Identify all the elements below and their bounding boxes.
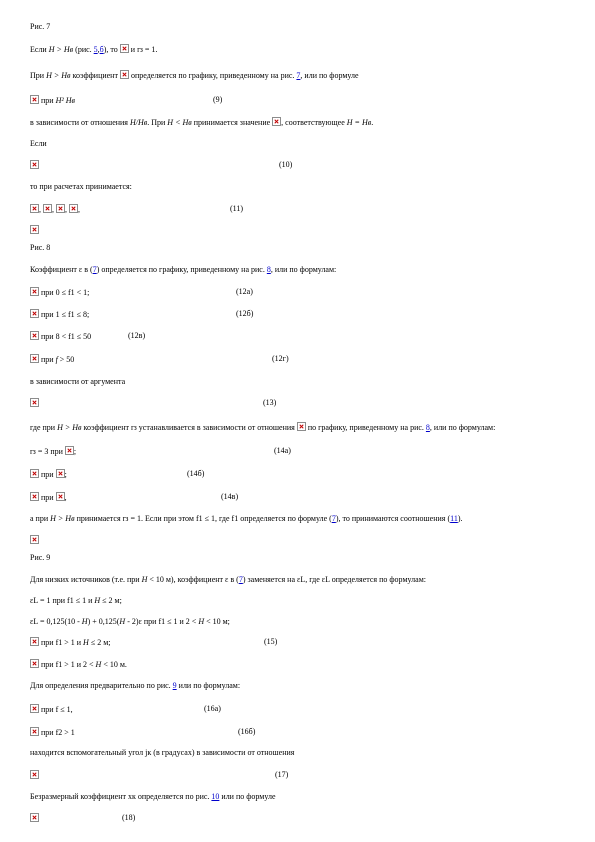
broken-image-icon <box>65 446 77 456</box>
broken-image-icon <box>30 704 39 713</box>
text-line-l-k-graph7 <box>30 70 359 80</box>
text-run: , <box>52 205 56 214</box>
equation-number: (10) <box>279 160 293 169</box>
math-variable: H <box>95 660 102 669</box>
text-run: < 10 м. <box>101 660 127 669</box>
text-run: , или по формулам: <box>429 423 496 432</box>
text-run: ) определяется по графику, приведенному на рис. <box>96 265 267 274</box>
text-run: ≤ 2 м; <box>88 638 111 647</box>
text-line-fig9 <box>30 553 50 563</box>
equation-number: (14а) <box>274 446 291 455</box>
text-run: - 2)ε при f1 ≤ 1 и 2 < <box>125 617 199 626</box>
text-run: (рис. <box>73 45 94 54</box>
math-variable: H <box>94 596 101 605</box>
text-line-l-dimless <box>30 792 276 802</box>
equation-number: (15) <box>264 637 278 646</box>
broken-image-icon <box>30 204 39 213</box>
equation-number: (12г) <box>272 354 289 363</box>
text-line-l-eq15 <box>30 637 111 647</box>
text-line-l-epsl-2 <box>30 617 230 627</box>
text-run: или по формулам: <box>176 681 241 690</box>
text-run: > 50 <box>57 355 75 364</box>
text-line-l-k-graph8 <box>30 265 336 275</box>
equation-number: (16б) <box>238 727 256 736</box>
reference-link[interactable]: 8 <box>266 265 271 274</box>
text-run: или по формуле <box>219 792 276 801</box>
reference-link[interactable]: 7 <box>238 575 243 584</box>
text-run: находится вспомогательный угол jк (в градусах) в зависимости от отношения <box>30 748 295 757</box>
text-line-l-eq12g <box>30 354 74 364</box>
text-run: при 8 < f1 ≤ 50 <box>39 332 92 341</box>
broken-image-icon <box>56 492 65 501</box>
text-run: при <box>39 96 56 105</box>
text-line-l-eq12a <box>30 287 89 297</box>
text-run: ), то <box>103 45 120 54</box>
text-line-l-esli <box>30 139 47 149</box>
text-line-fig8 <box>30 243 50 253</box>
math-variable: H = Hв <box>346 118 372 127</box>
text-run: а при <box>30 514 51 523</box>
text-line-l-dep-ratio <box>30 117 373 127</box>
text-run: Безразмерный коэффициент xк определяется по рис. <box>30 792 212 801</box>
text-run: при <box>39 493 56 502</box>
text-line-l-eq10 <box>30 160 39 170</box>
text-run: коэффициент rз устанавливается в зависимости от отношения <box>81 423 297 432</box>
math-variable: H² Hв <box>55 96 75 105</box>
text-line-l-eq16b <box>30 727 75 737</box>
broken-image-icon <box>56 469 65 478</box>
math-variable: H <box>198 617 205 626</box>
broken-image-icon <box>43 204 52 213</box>
equation-number: (18) <box>122 813 136 822</box>
text-run: , <box>64 493 67 502</box>
reference-link[interactable]: 7 <box>296 71 301 80</box>
text-run: Рис. 7 <box>30 22 51 31</box>
broken-image-icon <box>30 727 39 736</box>
text-run: , или по формулам: <box>270 265 337 274</box>
text-run: при f1 > 1 и 2 < <box>39 660 96 669</box>
equation-number: (12в) <box>128 331 146 340</box>
text-run: Для низких источников (т.е. при <box>30 575 142 584</box>
text-run: принимается rз = 1. Если при этом f1 ≤ 1, где f1 определяется по формуле ( <box>74 514 332 523</box>
reference-link[interactable]: 11 <box>450 514 458 523</box>
broken-image-icon <box>272 117 281 126</box>
text-run: ≤ 2 м; <box>100 596 122 605</box>
text-line-l-eq17 <box>30 770 39 780</box>
text-run: при 1 ≤ f1 ≤ 8; <box>39 310 90 319</box>
text-run: при <box>39 355 56 364</box>
text-run: При <box>30 71 47 80</box>
text-run: ; <box>64 470 67 479</box>
text-line-l-rz-one <box>30 514 463 524</box>
text-run: Рис. 9 <box>30 553 51 562</box>
math-variable: H <box>141 575 148 584</box>
text-line-l-eq14v <box>30 492 67 502</box>
broken-image-icon <box>30 813 39 822</box>
broken-image-icon <box>30 535 39 544</box>
broken-image-icon <box>30 398 39 407</box>
text-run: Если <box>30 45 49 54</box>
broken-image-icon <box>30 225 39 234</box>
math-variable: H <box>119 617 126 626</box>
text-line-l-if-h-hv <box>30 44 157 54</box>
text-line-l-eq15b <box>30 659 127 669</box>
broken-image-icon <box>30 492 39 501</box>
text-line-l-img-a <box>30 225 39 235</box>
broken-image-icon <box>30 287 39 296</box>
text-run: εL = 0,125(10 - <box>30 617 82 626</box>
text-run: в зависимости от аргумента <box>30 377 126 386</box>
text-run: . <box>371 118 374 127</box>
text-run: принимается значение <box>191 118 273 127</box>
text-line-l-img-b <box>30 535 39 545</box>
text-run: , <box>65 205 69 214</box>
text-run: , соответствующее <box>281 118 347 127</box>
math-variable: H > Hв <box>57 423 82 432</box>
text-run: коэффициент <box>70 71 120 80</box>
equation-number: (11) <box>230 204 244 213</box>
text-run: ). <box>457 514 463 523</box>
text-line-l-angle <box>30 748 294 758</box>
broken-image-icon <box>30 770 39 779</box>
equation-number: (16а) <box>204 704 221 713</box>
text-run: определяется по графику, приведенному на рис. <box>128 71 297 80</box>
math-variable: H < Hв <box>167 118 192 127</box>
text-run: rз = 3 при <box>30 447 65 456</box>
equation-number: (12б) <box>236 309 254 318</box>
text-line-l-eq12b <box>30 309 89 319</box>
text-run: при 0 ≤ f1 < 1; <box>39 288 90 297</box>
broken-image-icon <box>120 70 129 79</box>
text-run: Рис. 8 <box>30 243 51 252</box>
text-line-l-epsl-1 <box>30 596 122 606</box>
broken-image-icon <box>30 309 39 318</box>
equation-number: (9) <box>213 95 223 104</box>
text-run: , <box>39 205 43 214</box>
math-variable: H > Hв <box>46 71 71 80</box>
broken-image-icon <box>30 95 39 104</box>
broken-image-icon <box>297 422 306 431</box>
broken-image-icon <box>69 204 78 213</box>
text-line-l-eq11 <box>30 204 80 214</box>
broken-image-icon <box>30 659 39 668</box>
equation-number: (14в) <box>221 492 239 501</box>
text-run: при <box>39 470 56 479</box>
reference-link[interactable]: 7 <box>331 514 336 523</box>
broken-image-icon <box>30 160 39 169</box>
text-line-l-eq14a <box>30 446 76 456</box>
text-run: то при расчетах принимается: <box>30 182 132 191</box>
text-run: , или по формуле <box>300 71 359 80</box>
reference-link[interactable]: 8 <box>425 423 430 432</box>
equation-number: (14б) <box>187 469 205 478</box>
text-run: Если <box>30 139 47 148</box>
text-run: и rз = 1. <box>128 45 158 54</box>
reference-link[interactable]: 10 <box>211 792 220 801</box>
text-run: Коэффициент ε в ( <box>30 265 93 274</box>
text-run: εL = 1 при f1 ≤ 1 и <box>30 596 95 605</box>
text-line-l-eq12v <box>30 331 91 341</box>
broken-image-icon <box>30 331 39 340</box>
text-line-l-eq18 <box>30 813 39 823</box>
equation-number: (17) <box>275 770 289 779</box>
math-variable: H/Hв <box>129 118 148 127</box>
broken-image-icon <box>30 469 39 478</box>
text-run: ; <box>73 447 77 456</box>
text-run: ) заменяется на εL, где εL определяется по формулам: <box>242 575 426 584</box>
math-variable: H > Hв <box>48 45 74 54</box>
text-line-l-arg <box>30 377 125 387</box>
text-line-l-pri-raschetah <box>30 182 132 192</box>
equation-number: (13) <box>263 398 277 407</box>
text-run: при f2 > 1 <box>39 728 75 737</box>
text-line-l-prelim <box>30 681 240 691</box>
broken-image-icon <box>30 354 39 363</box>
text-line-l-eq16a <box>30 704 73 714</box>
math-variable: H <box>83 638 89 647</box>
reference-link[interactable]: 5 <box>93 45 98 54</box>
broken-image-icon <box>120 44 129 53</box>
equation-number: (12а) <box>236 287 253 296</box>
math-variable: f <box>55 355 58 364</box>
text-run: . При <box>147 118 168 127</box>
text-line-fig7 <box>30 22 50 32</box>
reference-link[interactable]: 9 <box>172 681 177 690</box>
reference-link[interactable]: 7 <box>92 265 97 274</box>
text-run: , <box>97 45 100 54</box>
text-run: в зависимости от отношения <box>30 118 130 127</box>
text-run: при f ≤ 1, <box>39 705 73 714</box>
broken-image-icon <box>30 637 39 646</box>
text-run: ), то принимаются соотношения ( <box>335 514 451 523</box>
text-run: при f1 > 1 и <box>39 638 84 647</box>
text-run: < 10 м; <box>204 617 230 626</box>
text-line-l-low-sources <box>30 575 426 585</box>
math-variable: H <box>81 617 88 626</box>
text-line-l-eq9 <box>30 95 75 105</box>
text-line-l-eq13 <box>30 398 39 408</box>
reference-link[interactable]: б <box>99 45 104 54</box>
text-run: Для определения предварительно по рис. <box>30 681 173 690</box>
math-variable: H > Hв <box>50 514 75 523</box>
text-line-l-eq14b <box>30 469 67 479</box>
text-run: < 10 м), коэффициент ε в ( <box>147 575 239 584</box>
text-run: , <box>78 205 80 214</box>
text-run: по графику, приведенному на рис. <box>305 423 426 432</box>
text-run: где при <box>30 423 58 432</box>
text-line-l-rz-graph8 <box>30 422 495 432</box>
text-run: ) + 0,125( <box>87 617 120 626</box>
broken-image-icon <box>56 204 65 213</box>
